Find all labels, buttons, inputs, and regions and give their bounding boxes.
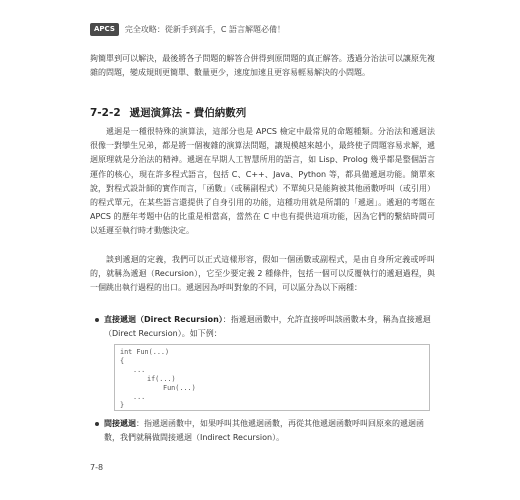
section-heading xyxy=(90,105,246,120)
code-example-box xyxy=(114,344,430,411)
code-line: { xyxy=(120,357,125,365)
code-line: ... xyxy=(133,393,146,401)
bullet-dot-icon xyxy=(95,422,99,426)
intro-paragraph: 夠簡單到可以解決，最後將各子問題的解答合併得到原問題的真正解答。透過分治法可以讓原先複雜的問題，變成規則更簡單、數量更少，速度加速且更容易輕易解決的小問題。 xyxy=(90,54,435,78)
direct-recursion-item xyxy=(104,313,436,341)
code-line: Fun(...) xyxy=(163,384,196,392)
code-line: ... xyxy=(133,366,146,374)
direct-recursion-text: ：指遞迴函數中，允許直接呼叫該函數本身，稱為直接遞迴（Direct Recursion）。如下例： xyxy=(104,315,431,339)
recursion-description-paragraph: 遞迴是一種很特殊的演算法，這部分也是 APCS 檢定中最常見的命題種類。分治法和遞迴法很像一對孿生兄弟，都是將一個複雜的演算法問題，讓規模越來越小，最終使子問題容易求解，遞迴原理就是分治法的精神。遞迴在早期人工智慧所用的語言，如 Lisp、Prolog 幾乎都是整個語言運作的核心，現在許多程式語言，包括 C、C++、Java、Python 等，都具備遞迴功能。簡單來說，對程式設計師的實作而言，「函數」（或稱副程式）不單純只是能夠被其他函數呼叫（或引用）的程式單元，在某些語言還提供了自身引用的功能，這種功用就是所謂的「遞迴」。遞迴的考題在 APCS 的歷年考題中佔的比重是相當高，當然在 C 中也有提供這項功能，因為它們的繫結時間可以延遲至執行時才動態決定。 xyxy=(90,127,435,236)
direct-recursion-term: 直接遞迴（Direct Recursion） xyxy=(104,315,223,324)
recursion-definition-paragraph: 談到遞迴的定義，我們可以正式這樣形容，假如一個函數或副程式，是由自身所定義或呼叫的，就稱為遞迴（Recursion），它至少要定義 2 種條件，包括一個可以反覆執行的遞迴過程，與一個跳出執行過程的出口。遞迴因為呼叫對象的不同，可以區分為以下兩種： xyxy=(90,255,435,293)
code-line: if(...) xyxy=(147,375,176,383)
section-title: 遞迴演算法 - 費伯納數列 xyxy=(129,107,247,119)
section-number: 7-2-2 xyxy=(90,107,121,119)
code-line: int Fun(...) xyxy=(120,348,170,356)
indirect-recursion-item xyxy=(104,417,436,445)
running-header xyxy=(90,22,285,36)
page-number: 7-8 xyxy=(90,463,104,472)
apcs-badge: APCS xyxy=(90,23,119,36)
code-line: } xyxy=(120,401,125,409)
book-title: 完全攻略：從新手到高手，C 語言解題必備！ xyxy=(124,24,285,34)
indirect-recursion-text: ：指遞迴函數中，如果呼叫其他遞迴函數，再從其他遞迴函數呼叫回原來的遞迴函數，我們就稱做間接遞迴（Indirect Recursion）。 xyxy=(104,419,424,443)
indirect-recursion-term: 間接遞迴 xyxy=(104,419,136,428)
bullet-dot-icon xyxy=(95,318,99,322)
